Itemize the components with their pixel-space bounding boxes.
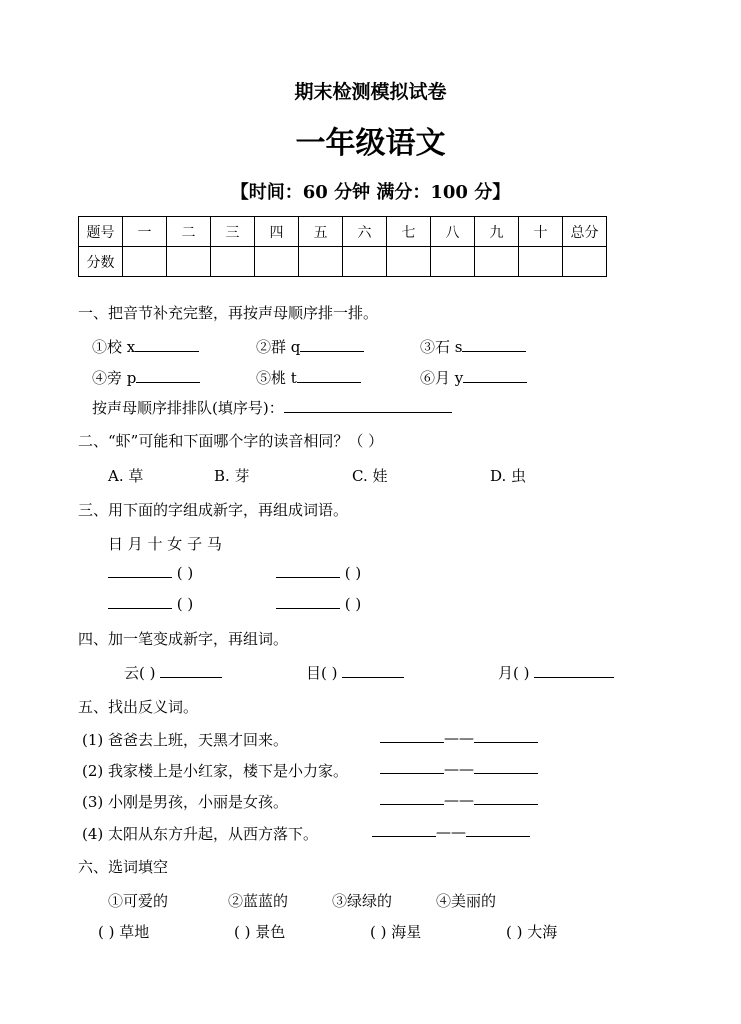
score-cell: 四 (255, 217, 299, 247)
exam-info: 【时间：60 分钟 满分：100 分】 (230, 182, 511, 203)
q5-answer (380, 760, 538, 778)
answer-blank[interactable] (300, 339, 364, 352)
q6-blank: ( ) 景色 (234, 923, 286, 941)
score-cell: 十 (519, 217, 563, 247)
score-input-cell[interactable] (563, 247, 607, 277)
score-input-cell[interactable] (343, 247, 387, 277)
answer-blank[interactable] (135, 339, 199, 352)
answer-blank[interactable] (372, 824, 436, 837)
q1-item-text: ②群 q (256, 338, 301, 356)
answer-blank[interactable] (380, 792, 444, 805)
q6-heading: 六、选词填空 (78, 858, 169, 876)
q1-item (420, 367, 527, 388)
answer-blank[interactable] (380, 761, 444, 774)
q3-answer-row (276, 564, 361, 582)
q5-answer (380, 729, 538, 747)
score-table (78, 216, 607, 277)
answer-blank[interactable] (462, 339, 526, 352)
grade-subject-title: 一年级语文 (295, 126, 446, 161)
q3-answer-row (276, 595, 361, 613)
q2-option-c[interactable]: C. 娃 (352, 467, 388, 485)
answer-blank[interactable] (136, 370, 200, 383)
score-input-cell[interactable] (431, 247, 475, 277)
score-table-score-row (79, 247, 607, 277)
q3-answer-row (108, 564, 193, 582)
q3-heading: 三、用下面的字组成新字，再组成词语。 (78, 501, 349, 519)
answer-blank[interactable] (474, 730, 538, 743)
q4-item (498, 662, 614, 683)
q4-item-text: 月( ) (498, 664, 530, 682)
score-input-cell[interactable] (211, 247, 255, 277)
q5-heading: 五、找出反义词。 (78, 698, 199, 716)
score-cell: 题号 (79, 217, 123, 247)
q3-answer-row (108, 595, 193, 613)
score-input-cell[interactable] (475, 247, 519, 277)
q4-item (306, 662, 404, 683)
score-cell: 七 (387, 217, 431, 247)
dash: —— (436, 823, 466, 841)
q5-item: (1) 爸爸去上班，天黑才回来。 (82, 731, 289, 749)
score-cell: 五 (299, 217, 343, 247)
q6-blank: ( ) 大海 (506, 923, 558, 941)
q1-item (256, 336, 364, 357)
q6-blank: ( ) 草地 (98, 923, 150, 941)
answer-blank[interactable] (534, 665, 614, 678)
answer-blank[interactable] (160, 665, 222, 678)
q3-chars: 日 月 十 女 子 马 (108, 535, 222, 553)
q1-item-text: ③石 s (420, 338, 463, 356)
q1-item (256, 367, 361, 388)
score-input-cell[interactable] (519, 247, 563, 277)
answer-blank[interactable] (297, 370, 361, 383)
score-cell: 三 (211, 217, 255, 247)
answer-blank[interactable] (463, 370, 527, 383)
q1-item (92, 336, 199, 357)
score-input-cell[interactable] (387, 247, 431, 277)
dash: —— (444, 760, 474, 778)
q1-item-text: ①校 x (92, 338, 136, 356)
q1-order-row (92, 397, 452, 418)
q3-paren: ( ) (344, 564, 362, 582)
answer-blank[interactable] (466, 824, 530, 837)
q6-choice: ④美丽的 (436, 892, 497, 910)
dash: —— (444, 729, 474, 747)
score-row-label: 分数 (79, 247, 123, 277)
score-cell: 八 (431, 217, 475, 247)
q1-item-text: ⑤桃 t (256, 369, 297, 387)
score-cell: 九 (475, 217, 519, 247)
q4-item-text: 云( ) (124, 664, 156, 682)
score-cell: 二 (167, 217, 211, 247)
q5-answer (380, 791, 538, 809)
score-cell: 总分 (563, 217, 607, 247)
q3-paren: ( ) (176, 595, 194, 613)
q2-option-a[interactable]: A. 草 (108, 467, 144, 485)
answer-blank[interactable] (284, 400, 452, 413)
q1-order-label: 按声母顺序排排队(填序号)： (92, 399, 284, 417)
q1-item-text: ⑥月 y (420, 369, 464, 387)
q2-heading: 二、“虾”可能和下面哪个字的读音相同？（ ） (78, 432, 384, 450)
q2-option-b[interactable]: B. 芽 (214, 467, 250, 485)
score-cell: 六 (343, 217, 387, 247)
q3-paren: ( ) (344, 595, 362, 613)
answer-blank[interactable] (474, 761, 538, 774)
answer-blank[interactable] (380, 730, 444, 743)
score-cell: 一 (123, 217, 167, 247)
q1-item (92, 367, 200, 388)
q6-choice: ②蓝蓝的 (228, 892, 289, 910)
answer-blank[interactable] (108, 596, 172, 609)
q5-item: (3) 小刚是男孩，小丽是女孩。 (82, 793, 289, 811)
q1-heading: 一、把音节补充完整，再按声母顺序排一排。 (78, 304, 379, 322)
q5-item: (4) 太阳从东方升起，从西方落下。 (82, 825, 319, 843)
q6-choice: ③绿绿的 (332, 892, 393, 910)
dash: —— (444, 791, 474, 809)
q6-blank: ( ) 海星 (370, 923, 422, 941)
answer-blank[interactable] (342, 665, 404, 678)
score-input-cell[interactable] (123, 247, 167, 277)
score-table-header-row (79, 217, 607, 247)
q1-item (420, 336, 526, 357)
q1-item-text: ④旁 p (92, 369, 137, 387)
q2-option-d[interactable]: D. 虫 (490, 467, 527, 485)
exam-title: 期末检测模拟试卷 (294, 81, 447, 103)
answer-blank[interactable] (276, 565, 340, 578)
q5-item: (2) 我家楼上是小红家，楼下是小力家。 (82, 762, 349, 780)
q3-paren: ( ) (176, 564, 194, 582)
score-input-cell[interactable] (167, 247, 211, 277)
answer-blank[interactable] (474, 792, 538, 805)
answer-blank[interactable] (276, 596, 340, 609)
score-input-cell[interactable] (255, 247, 299, 277)
q4-item (124, 662, 222, 683)
q5-answer (372, 823, 530, 841)
q4-heading: 四、加一笔变成新字，再组词。 (78, 630, 289, 648)
q4-item-text: 目( ) (306, 664, 338, 682)
q6-choice: ①可爱的 (108, 892, 169, 910)
score-input-cell[interactable] (299, 247, 343, 277)
answer-blank[interactable] (108, 565, 172, 578)
